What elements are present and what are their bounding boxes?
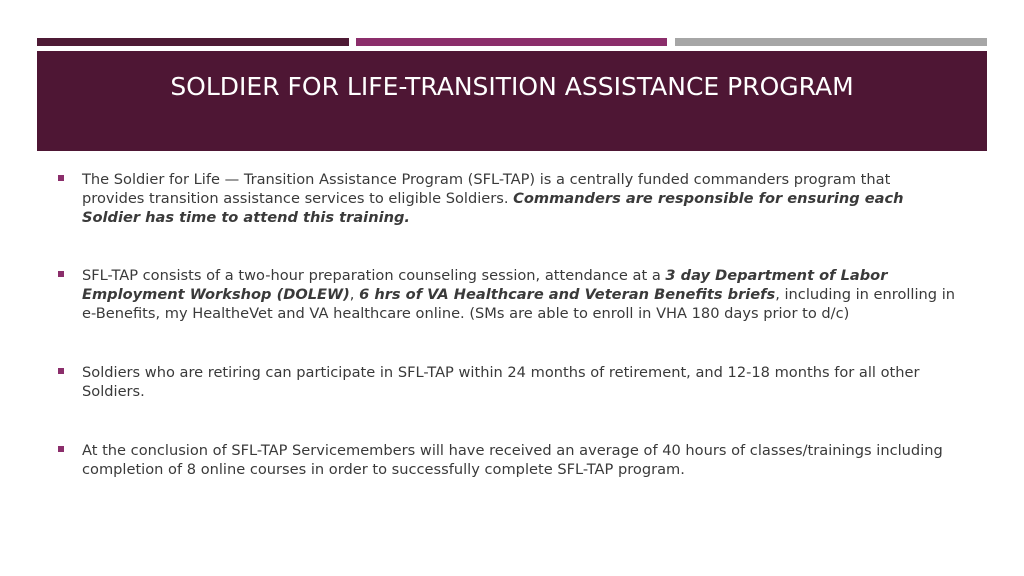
- square-bullet-icon: [58, 271, 64, 277]
- square-bullet-icon: [58, 446, 64, 452]
- bullet-text: The Soldier for Life — Transition Assistance Program (SFL-TAP) is a centrally funded commanders program that provides transition assistance services to eligible Soldiers. Commanders are responsible for ensuring each Soldier has time to attend this training.: [82, 171, 904, 226]
- bullet-item-eligibility-window: [55, 363, 955, 401]
- slide-title: SOLDIER FOR LIFE-TRANSITION ASSISTANCE PROGRAM: [170, 72, 854, 101]
- bullet-text: At the conclusion of SFL-TAP Servicemembers will have received an average of 40 hours of classes/trainings including completion of 8 online courses in order to successfully complete SFL-TAP program.: [82, 442, 943, 478]
- bullet-text: Soldiers who are retiring can participate in SFL-TAP within 24 months of retirement, and 12-18 months for all other Soldiers.: [82, 364, 920, 400]
- header-accent-bar-gray: [675, 38, 987, 46]
- header-accent-bar-magenta: [356, 38, 667, 46]
- title-band: [37, 51, 987, 151]
- bullet-item-program-components: [55, 266, 955, 323]
- square-bullet-icon: [58, 175, 64, 181]
- bullet-item-completion-requirements: [55, 441, 955, 479]
- header-accent-bar-dark: [37, 38, 349, 46]
- square-bullet-icon: [58, 368, 64, 374]
- bullet-text: SFL-TAP consists of a two-hour preparation counseling session, attendance at a 3 day Department of Labor Employment Workshop (DOLEW), 6 hrs of VA Healthcare and Veteran Benefits briefs, including in enrolling in e-Benefits, my HealtheVet and VA healthcare online. (SMs are able to enroll in VHA 180 days prior to d/c): [82, 267, 955, 322]
- bullet-item-program-overview: [55, 170, 955, 227]
- bullet-list: [55, 170, 955, 479]
